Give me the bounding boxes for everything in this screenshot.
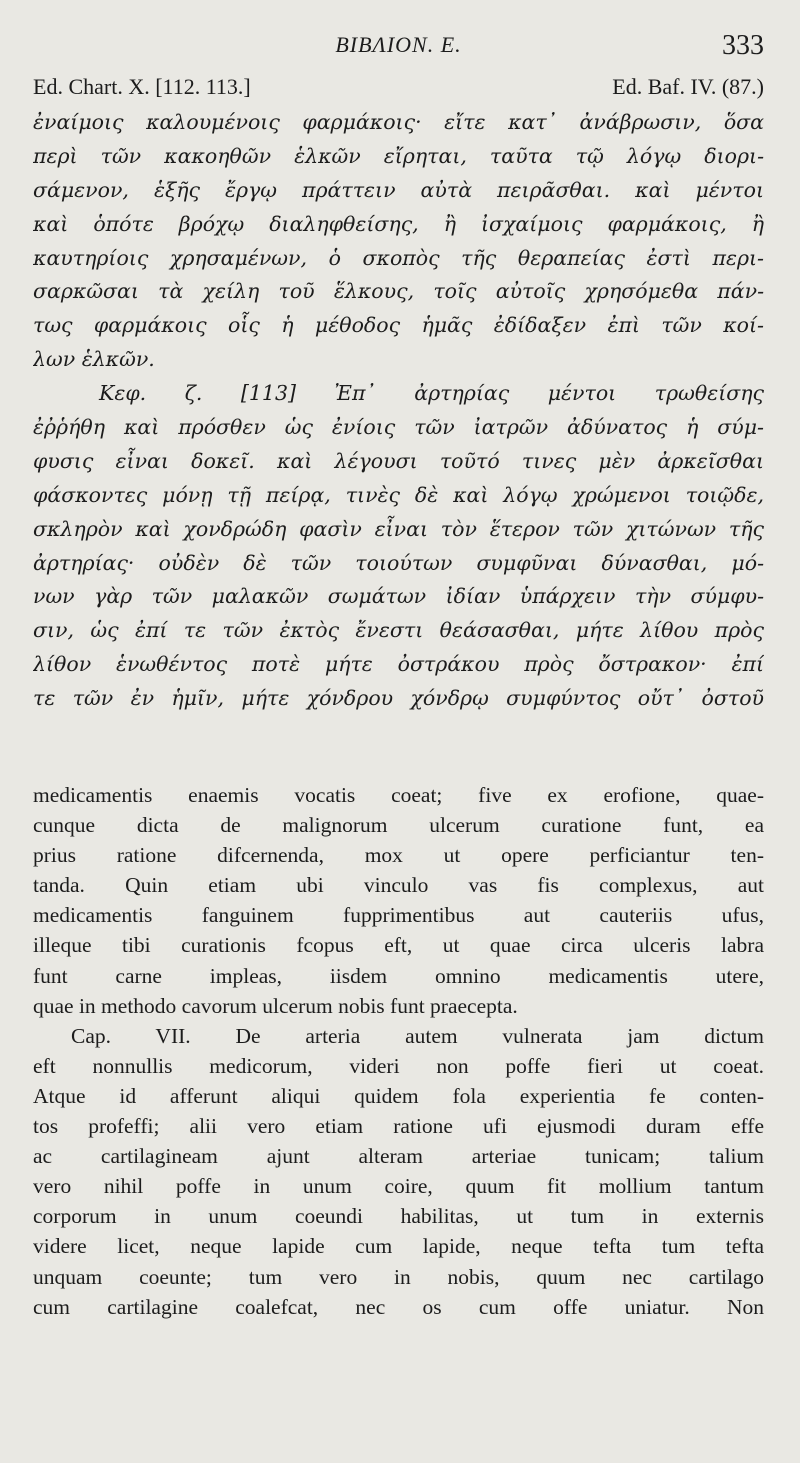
greek-line: τως φαρμάκοις οἷς ἡ μέθοδος ἡμᾶς ἐδίδαξεν ἐπὶ τῶν κοί- [33,313,764,338]
latin-line: unquam coeunte; tum vero in nobis, quum nec cartilago [33,1264,764,1289]
latin-line: ac cartilagineam ajunt alteram arteriae tunicam; talium [33,1144,764,1169]
latin-line: funt carne impleas, iisdem omnino medicamentis utere, [33,963,764,988]
greek-line: ἀρτηρίας· οὐδὲν δὲ τῶν τοιούτων συμφῦναι δύνασθαι, μό- [33,550,764,575]
latin-line: videre licet, neque lapide cum lapide, neque tefta tum tefta [33,1234,764,1259]
greek-text-block [33,106,764,716]
greek-line: ἐναίμοις καλουμένοις φαρμάκοις· εἴτε κατ᾽ ἀνάβρωσιν, ὅσα [33,110,764,134]
greek-line: σκληρὸν καὶ χονδρώδη φασὶν εἶναι τὸν ἕτερον τῶν χιτώνων τῆς [33,516,764,541]
greek-line: φάσκοντες μόνῃ τῇ πείρᾳ, τινὲς δὲ καὶ λόγῳ χρώμενοι τοιῷδε, [33,482,764,507]
latin-line: quae in methodo cavorum ulcerum nobis funt praecepta. [33,993,518,1018]
page-number: 333 [722,30,764,61]
latin-text-block [33,780,764,1322]
latin-line: tanda. Quin etiam ubi vinculo vas fis complexus, aut [33,873,764,898]
greek-line: σιν, ὡς ἐπί τε τῶν ἐκτὸς ἔνεστι θεάσασθαι, μήτε λίθου πρὸς [33,618,764,643]
edition-reference-basel: Ed. Baf. IV. (87.) [612,74,764,99]
latin-line: cum cartilagine coalefcat, nec os cum offe uniatur. Non [33,1294,764,1319]
latin-line: Atque id afferunt aliqui quidem fola experientia fe conten- [33,1083,764,1108]
greek-line: περὶ τῶν κακοηθῶν ἑλκῶν εἴρηται, ταῦτα τῷ λόγῳ διορι- [33,143,764,168]
latin-line: tos profeffi; alii vero etiam ratione ufi ejusmodi duram effe [33,1114,764,1139]
greek-line: λίθον ἑνωθέντος ποτὲ μήτε ὀστράκου πρὸς ὄστρακον· ἐπί [33,652,764,677]
greek-chapter-heading-line: Κεφ. ζ. [113] Ἐπ᾽ ἀρτηρίας μέντοι τρωθείσης [99,381,764,406]
greek-line: φυσις εἶναι δοκεῖ. καὶ λέγουσι τοῦτό τινες μὲν ἀρκεῖσθαι [33,448,764,473]
running-head [33,28,764,64]
greek-line: σάμενον, ἑξῆς ἔργῳ πράττειν αὐτὰ πειρᾶσθαι. καὶ μέντοι [33,177,764,202]
edition-reference-line [33,74,764,104]
latin-line: prius ratione difcernenda, mox ut opere perficiantur ten- [33,843,764,868]
greek-line: καυτηρίοις χρησαμένων, ὁ σκοπὸς τῆς θεραπείας ἐστὶ περι- [33,245,764,270]
latin-line: eft nonnullis medicorum, videri non poffe fieri ut coeat. [33,1053,764,1078]
latin-line: corporum in unum coeundi habilitas, ut tum in externis [33,1204,764,1229]
greek-line: τε τῶν ἐν ἡμῖν, μήτε χόνδρου χόνδρῳ συμφύντος οὔτ᾽ ὀστοῦ [33,686,764,711]
greek-line: ἐῤῥήθη καὶ πρόσθεν ὡς ἐνίοις τῶν ἰατρῶν ἀδύνατος ἡ σύμ- [33,415,764,440]
latin-line: medicamentis fanguinem fupprimentibus aut cauteriis ufus, [33,903,764,928]
latin-line: cunque dicta de malignorum ulcerum curatione funt, ea [33,813,764,838]
greek-line: νων γὰρ τῶν μαλακῶν σωμάτων ἰδίαν ὑπάρχειν τὴν σύμφυ- [33,584,764,609]
latin-line: vero nihil poffe in unum coire, quum fit mollium tantum [33,1174,764,1199]
greek-line: σαρκῶσαι τὰ χείλη τοῦ ἕλκους, τοῖς αὐτοῖς χρησόμεθα πάν- [33,279,764,304]
latin-line: medicamentis enaemis vocatis coeat; five ex erofione, quae- [33,783,764,807]
greek-line: καὶ ὁπότε βρόχῳ διαληφθείσης, ἢ ἰσχαίμοις φαρμάκοις, ἢ [33,211,764,236]
running-title: BIBΛION. E. [335,32,462,57]
greek-line: λων ἑλκῶν. [33,347,155,372]
latin-line: illeque tibi curationis fcopus eft, ut quae circa ulceris labra [33,933,764,958]
latin-chapter-heading-line: Cap. VII. De arteria autem vulnerata jam dictum [71,1023,764,1048]
edition-reference-chart: Ed. Chart. X. [112. 113.] [33,74,251,99]
